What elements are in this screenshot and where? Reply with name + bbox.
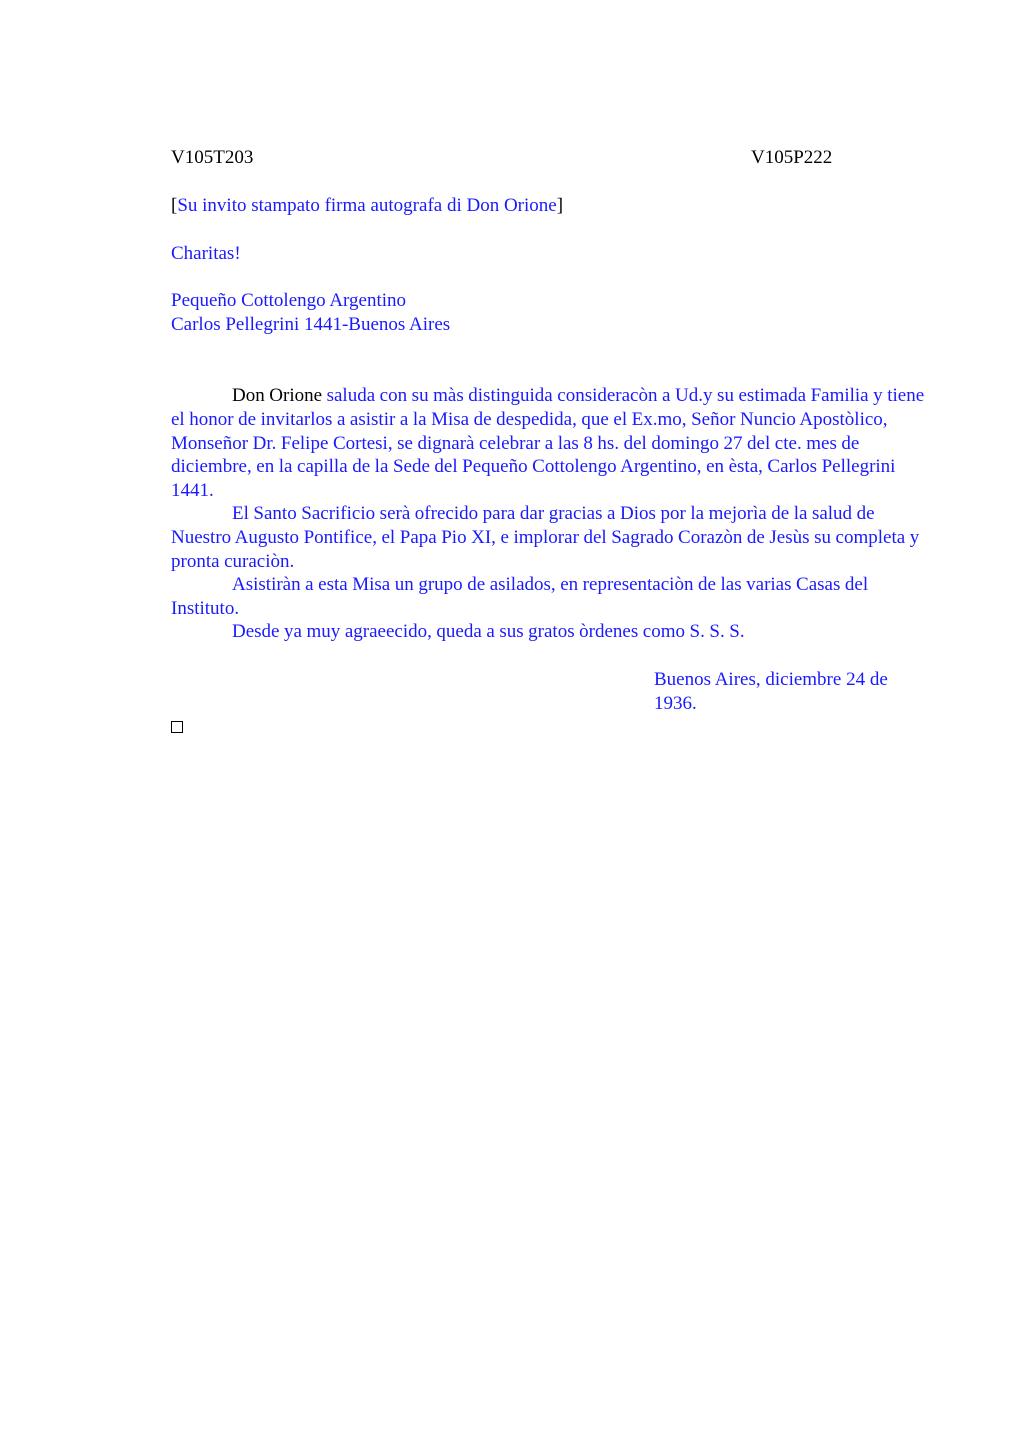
reference-header	[171, 146, 929, 170]
square-marker-icon	[171, 721, 183, 733]
note-close-bracket: ]	[556, 195, 564, 216]
address-line-1: Pequeño Cottolengo Argentino	[171, 290, 407, 312]
volume-text-ref: V105T203	[171, 147, 254, 168]
address-line-2: Carlos Pellegrini 1441-Buenos Aires	[171, 313, 451, 335]
sender-name: Don Orione	[232, 385, 323, 407]
paragraph-4: Desde ya muy agraeecido, queda a sus gratos òrdenes como S. S. S.	[232, 621, 745, 643]
editorial-note	[171, 194, 929, 218]
paragraph-3: Asistiràn a esta Misa un grupo de asilados, en representaciòn de las varias Casas del Instituto.	[171, 574, 869, 619]
greeting: Charitas!	[171, 242, 241, 264]
paragraph-1-text: saluda con su màs distinguida consideracòn a Ud.y su estimada Familia y tiene el honor de invitarlos a asistir a la Misa de despedida, que el Ex.mo, Señor Nuncio Apostòlico, Monseñor Dr. Felipe Cortesi, se dignarà celebrar a las 8 hs. del domingo 27 del cte. mes de diciembre, en la capilla de la Sede del Pequeño Cottolengo Argentino, en èsta, Carlos Pellegrini 1441.	[171, 385, 925, 501]
document-page	[171, 146, 929, 740]
paragraph-1	[171, 384, 929, 502]
note-open-bracket: [	[171, 195, 178, 216]
paragraph-2: El Santo Sacrificio serà ofrecido para dar gracias a Dios por la mejorìa de la salud de Nuestro Augusto Pontifice, el Papa Pio XI, e implorar del Sagrado Corazòn de Jesùs su completa y pronta curaciòn.	[171, 503, 920, 572]
address-block	[171, 289, 929, 336]
note-text: Su invito stampato firma autografa di Don Orione	[177, 195, 557, 216]
letter-body	[171, 384, 929, 644]
volume-page-ref: V105P222	[751, 147, 833, 168]
end-marker	[171, 715, 929, 740]
place-date: Buenos Aires, diciembre 24 de 1936.	[654, 668, 888, 714]
